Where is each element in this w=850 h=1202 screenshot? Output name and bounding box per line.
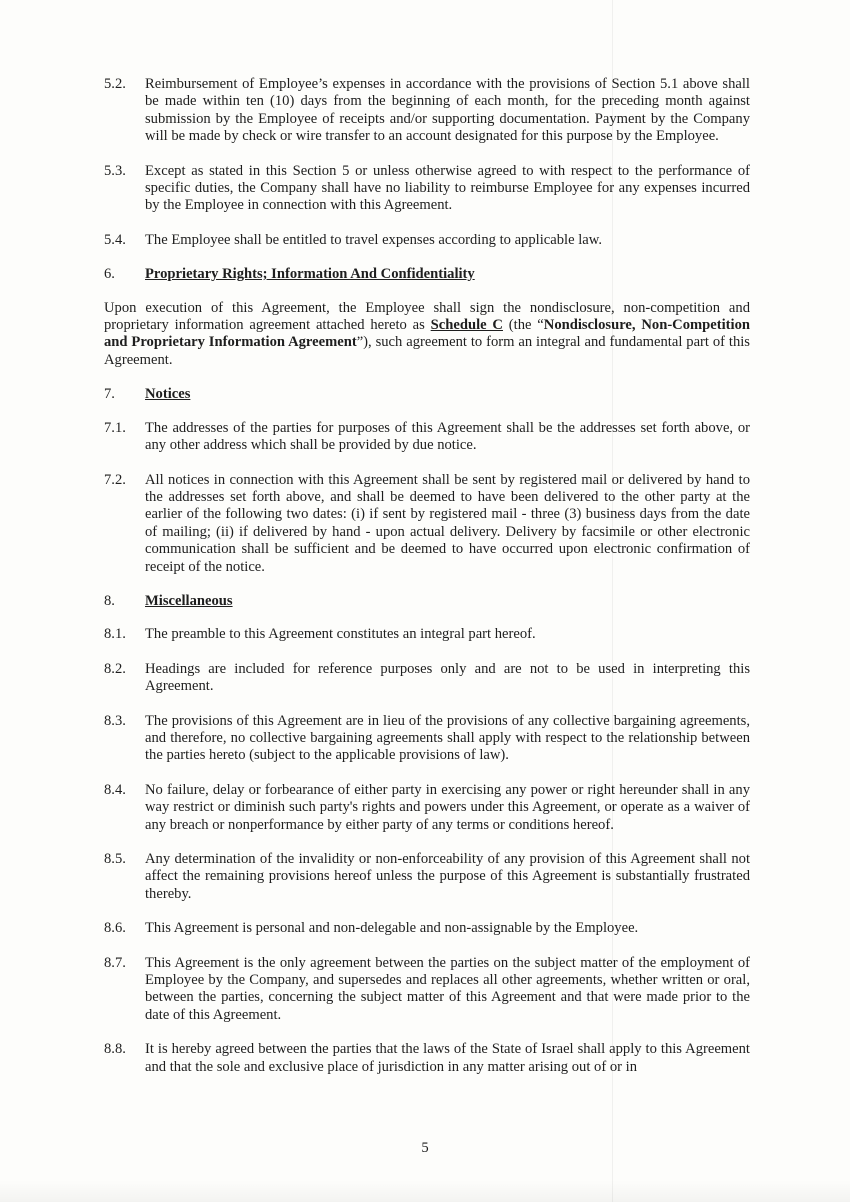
section-title: Miscellaneous — [145, 592, 233, 609]
paragraph-text: ”), such agreement to form an integral and fundamental part of this Agreement. — [104, 334, 750, 368]
clause-text: Any determination of the invalidity or non-enforceability of any provision of this Agreement shall not affect the remaining provisions hereof unless the purpose of this Agreement is substantially frustrated thereby. — [145, 851, 750, 902]
paragraph-text: (the “ — [502, 317, 544, 334]
clause-number: 8.2. — [104, 660, 126, 677]
page-content — [104, 76, 750, 1093]
clause-text: Except as stated in this Section 5 or unless otherwise agreed to with respect to the performance of specific duties, the Company shall have no liability to reimburse Employee for any expenses incurred by the Employee in connection with this Agreement. — [145, 162, 750, 214]
clause-text: The Employee shall be entitled to travel expenses according to applicable law. — [145, 231, 602, 248]
clause-8-4 — [104, 782, 750, 834]
clause-8-3 — [104, 713, 750, 765]
clause-number: 5.3. — [104, 162, 126, 179]
section-title: Notices — [145, 386, 191, 403]
clause-8-8 — [104, 1041, 750, 1076]
clause-text: All notices in connection with this Agreement shall be sent by registered mail or delivered by hand to the addresses set forth above, and shall be deemed to have been delivered to the other party at the earlier of the following two dates: (i) if sent by registered mail - three (3) business days from the date of mailing; (ii) if delivered by hand - upon actual delivery. Delivery by facsimile or other electronic communication shall be sufficient and be deemed to have occurred upon electronic confirmation of receipt of the notice. — [145, 471, 750, 575]
clause-8-7 — [104, 955, 750, 1025]
clause-text: The addresses of the parties for purposes of this Agreement shall be the addresses set forth above, or any other address which shall be provided by due notice. — [145, 419, 750, 454]
clause-8-1 — [104, 626, 750, 643]
clause-text: This Agreement is the only agreement between the parties on the subject matter of the employment of Employee by the Company, and supersedes and replaces all other agreements, whether written or oral, between the parties, concerning the subject matter of this Agreement and that were made prior to the date of this Agreement. — [145, 954, 750, 1023]
page-number: 5 — [421, 1140, 429, 1156]
section-number: 6. — [104, 266, 115, 283]
paragraph-text: Upon execution of this Agreement, the Employee shall sign the nondisclosure, non-competition and proprietary information agreement attached hereto as — [104, 299, 750, 334]
clause-number: 8.3. — [104, 712, 126, 729]
scan-bottom-shadow — [0, 1180, 850, 1202]
clause-number: 8.4. — [104, 781, 126, 798]
section-7-heading — [104, 386, 750, 403]
clause-number: 7.2. — [104, 471, 126, 488]
clause-text: No failure, delay or forbearance of either party in exercising any power or right hereunder shall in any way restrict or diminish such party's rights and powers under this Agreement, or operate as a waiver of any breach or nonperformance by either party of any terms or conditions hereof. — [145, 781, 750, 833]
clause-number: 5.2. — [104, 76, 126, 92]
clause-text: It is hereby agreed between the parties that the laws of the State of Israel shall apply to this Agreement and that the sole and exclusive place of jurisdiction in any matter arising out of or in — [145, 1041, 750, 1075]
clause-8-6 — [104, 920, 750, 937]
clause-8-2 — [104, 661, 750, 696]
clause-number: 8.6. — [104, 920, 126, 937]
clause-5-4 — [104, 232, 750, 249]
clause-number: 8.7. — [104, 954, 126, 971]
clause-5-3 — [104, 163, 750, 215]
section-8-heading — [104, 593, 750, 610]
clause-text: The preamble to this Agreement constitutes an integral part hereof. — [145, 626, 536, 643]
clause-text: The provisions of this Agreement are in lieu of the provisions of any collective bargaining agreements, and therefore, no collective bargaining agreements shall apply with respect to the relationship between the parties hereto (subject to the applicable provisions of law). — [145, 712, 750, 764]
clause-7-2 — [104, 472, 750, 576]
section-6-heading — [104, 266, 750, 283]
clause-7-1 — [104, 420, 750, 455]
clause-text: Reimbursement of Employee’s expenses in accordance with the provisions of Section 5.1 above shall be made within ten (10) days from the beginning of each month, for the preceding month against submission by the Employee of receipts and/or supporting documentation. Payment by the Company will be made by check or wire transfer to an account designated for this purpose by the Employee. — [145, 76, 750, 145]
section-6-paragraph — [104, 300, 750, 370]
section-number: 7. — [104, 386, 115, 403]
clause-number: 7.1. — [104, 419, 126, 436]
section-title: Proprietary Rights; Information And Confidentiality — [145, 266, 475, 283]
clause-8-5 — [104, 851, 750, 903]
schedule-reference: Schedule C — [430, 317, 503, 334]
clause-number: 5.4. — [104, 231, 126, 248]
section-number: 8. — [104, 592, 115, 609]
clause-5-2 — [104, 76, 750, 146]
clause-number: 8.8. — [104, 1041, 126, 1058]
clause-text: This Agreement is personal and non-delegable and non-assignable by the Employee. — [145, 920, 639, 937]
clause-text: Headings are included for reference purposes only and are not to be used in interpreting this Agreement. — [145, 660, 750, 695]
defined-term: Nondisclosure, Non-Competition and Proprietary Information Agreement — [104, 317, 751, 351]
clause-number: 8.5. — [104, 851, 126, 867]
clause-number: 8.1. — [104, 626, 126, 643]
